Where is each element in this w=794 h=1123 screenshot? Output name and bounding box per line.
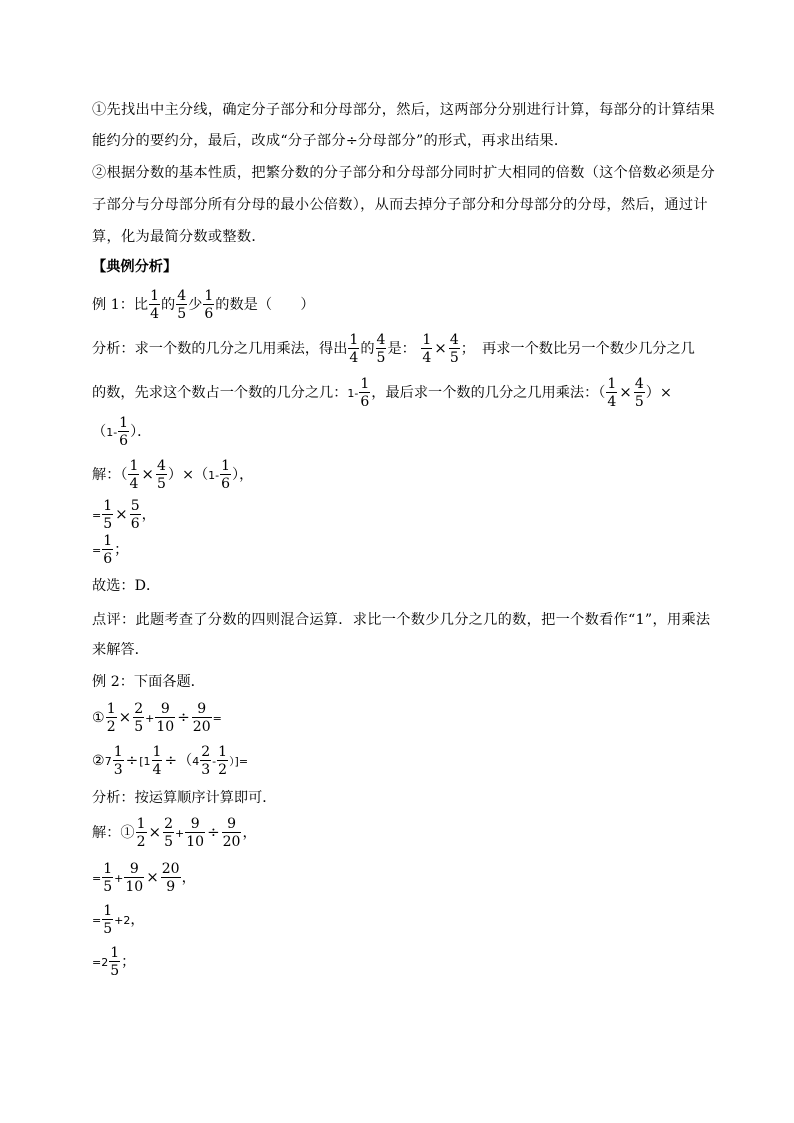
fraction <box>118 416 129 448</box>
solution-text: 解： <box>92 825 121 841</box>
denominator: 5 <box>103 516 113 532</box>
numerator: 1 <box>106 701 116 717</box>
fraction <box>222 817 242 849</box>
example-1-analysis-line-2 <box>92 376 672 408</box>
fraction <box>161 862 181 894</box>
denominator: 4 <box>129 476 139 492</box>
fraction <box>203 289 214 321</box>
circled-number: ② <box>92 753 105 769</box>
numerator: 1 <box>136 816 146 832</box>
denominator: 9 <box>161 877 181 894</box>
numerator: 4 <box>156 458 166 474</box>
numerator: 2 <box>134 701 144 717</box>
fraction <box>348 333 359 365</box>
example-1-solution-line-2 <box>92 498 156 530</box>
example-1-comment-line-2: 来解答． <box>92 642 149 658</box>
denominator: 5 <box>634 394 644 410</box>
denominator: 4 <box>349 350 359 366</box>
comma: ， <box>141 507 156 523</box>
numerator: 2 <box>164 816 174 832</box>
times-sign: × <box>118 708 132 726</box>
fraction <box>421 333 432 365</box>
semicolon: ； <box>114 542 129 558</box>
method-1-line-1: ①先找出中主分线，确定分子部分和分母部分，然后，这两部分分别进行计算，每部分的计算结果 <box>92 102 715 118</box>
denominator: 5 <box>177 306 187 322</box>
fraction <box>217 745 228 777</box>
denominator: 5 <box>156 476 166 492</box>
numerator: 1 <box>103 903 113 919</box>
example-2-solution-line-1 <box>92 816 257 848</box>
denominator: 10 <box>156 719 175 735</box>
plus-sign: + <box>175 827 185 840</box>
denominator: 5 <box>376 350 386 366</box>
section-heading: 【典例分析】 <box>92 259 178 275</box>
numerator: 9 <box>227 816 237 832</box>
example-2-title: 例 2：下面各题． <box>92 674 205 690</box>
equals-sign: = <box>92 544 102 557</box>
denominator: 6 <box>103 551 113 567</box>
analysis-text: ）× <box>645 385 672 401</box>
numerator: 1 <box>103 861 113 877</box>
example-1-comment-line-1: 点评：此题考查了分数的四则混合运算．求比一个数少几分之几的数，把一个数看作“1”，用乘法 <box>92 612 711 628</box>
fraction <box>449 333 460 365</box>
plus-two: +2 <box>114 914 131 927</box>
times-sign: × <box>148 823 162 841</box>
times-sign: × <box>434 339 447 357</box>
divide-sign: ÷ <box>125 751 139 769</box>
times-sign: × <box>115 505 128 523</box>
q-de: 的 <box>161 297 176 313</box>
denominator: 3 <box>113 762 123 778</box>
denominator: 20 <box>192 719 211 735</box>
comma: ， <box>242 825 257 841</box>
divide-sign: ÷ <box>207 823 220 841</box>
numerator: 9 <box>190 816 200 832</box>
numerator: 4 <box>634 376 644 392</box>
numerator: 9 <box>160 701 170 717</box>
whole-number: 1 <box>143 755 151 768</box>
denominator: 5 <box>110 963 120 979</box>
example-1-solution-line-3 <box>92 534 128 566</box>
denominator: 4 <box>422 350 432 366</box>
denominator: 5 <box>103 879 113 895</box>
numerator: 9 <box>197 701 207 717</box>
one-minus: 1- <box>106 426 118 439</box>
fraction <box>192 702 212 734</box>
circled-number: ① <box>92 710 105 726</box>
solution-text: ）×（ <box>167 467 209 483</box>
numerator: 1 <box>422 332 432 348</box>
fraction <box>156 459 167 491</box>
q-prefix: 例 1：比 <box>92 297 149 313</box>
example-1-question <box>92 289 315 321</box>
fraction <box>102 862 113 894</box>
denominator: 5 <box>103 921 113 937</box>
analysis-text: 的数，先求这个数占一个数的几分之几： <box>92 385 348 401</box>
equals-sign: = <box>92 509 102 522</box>
fraction <box>113 745 124 777</box>
example-2-problem-2 <box>92 744 248 776</box>
equals-sign: = <box>212 712 222 725</box>
plus-sign: + <box>145 712 155 725</box>
times-sign: × <box>619 383 632 401</box>
divide-sign: ÷ <box>177 708 190 726</box>
numerator: 1 <box>360 376 370 392</box>
fraction <box>634 377 645 409</box>
paren: （ <box>92 424 107 440</box>
denominator: 20 <box>222 834 241 850</box>
comma: ， <box>130 912 145 928</box>
fraction <box>149 289 160 321</box>
q-suffix: 的数是（ ） <box>215 297 315 313</box>
closing: ）]= <box>229 755 249 768</box>
one-minus: 1- <box>347 387 359 400</box>
numerator: 2 <box>201 744 211 760</box>
numerator: 1 <box>119 415 129 431</box>
fraction <box>200 745 211 777</box>
fraction <box>220 459 231 491</box>
numerator: 20 <box>161 861 180 877</box>
denominator: 10 <box>186 834 205 850</box>
plus-sign: + <box>114 872 124 885</box>
fraction <box>102 499 113 531</box>
solution-text: 解：（ <box>92 467 128 483</box>
numerator: 1 <box>152 744 162 760</box>
denominator: 2 <box>218 762 228 778</box>
paren: ）． <box>130 424 152 440</box>
fraction <box>376 333 387 365</box>
fraction <box>359 377 370 409</box>
circled-number: ① <box>120 825 135 841</box>
fraction <box>152 745 163 777</box>
numerator: 1 <box>221 458 231 474</box>
denominator: 5 <box>134 719 144 735</box>
example-2-solution-line-4 <box>92 946 135 978</box>
one-minus: 1- <box>208 469 220 482</box>
example-2-problem-1 <box>92 701 222 733</box>
method-1-line-2: 能约分的要约分，最后，改成“分子部分÷分母部分”的形式，再求出结果． <box>92 133 569 149</box>
fraction <box>155 702 175 734</box>
denominator: 4 <box>150 306 160 322</box>
numerator: 1 <box>204 288 214 304</box>
fraction <box>102 534 113 566</box>
fraction <box>176 289 187 321</box>
denominator: 2 <box>106 719 116 735</box>
example-1-analysis-line-3 <box>92 416 151 448</box>
denominator: 6 <box>360 394 370 410</box>
fraction <box>128 459 139 491</box>
divide-sign: ÷ <box>164 751 178 769</box>
fraction <box>133 702 144 734</box>
fraction <box>136 817 147 849</box>
example-2-analysis: 分析：按运算顺序计算即可． <box>92 790 277 806</box>
fraction <box>106 702 117 734</box>
denominator: 6 <box>119 433 129 449</box>
example-1-answer: 故选：D． <box>92 578 161 594</box>
example-1-analysis-line-1 <box>92 332 695 364</box>
times-sign: × <box>141 465 154 483</box>
numerator: 4 <box>449 332 459 348</box>
equals-two: =2 <box>92 956 109 969</box>
whole-number: 7 <box>104 755 112 768</box>
fraction <box>163 817 174 849</box>
fraction <box>185 817 205 849</box>
fraction <box>606 377 617 409</box>
q-shao: 少 <box>188 297 203 313</box>
method-2-line-2: 子部分与分母部分所有分母的最小公倍数），从而去掉分子部分和分母部分的分母，然后，通过计 <box>92 197 708 213</box>
numerator: 1 <box>110 945 120 961</box>
denominator: 10 <box>125 879 144 895</box>
numerator: 9 <box>129 861 139 877</box>
denominator: 5 <box>164 834 174 850</box>
numerator: 1 <box>349 332 359 348</box>
denominator: 4 <box>607 394 617 410</box>
paren: （ <box>178 753 193 769</box>
analysis-text: 是： <box>387 341 416 357</box>
method-2-line-3: 算，化为最简分数或整数． <box>92 229 266 245</box>
denominator: 6 <box>221 476 231 492</box>
equals-sign: = <box>92 872 102 885</box>
bracket: [ <box>139 755 144 768</box>
numerator: 1 <box>218 744 228 760</box>
comma: ， <box>181 870 196 886</box>
minus-sign: - <box>212 755 217 768</box>
numerator: 4 <box>177 288 187 304</box>
denominator: 5 <box>449 350 459 366</box>
denominator: 6 <box>204 306 214 322</box>
analysis-text: ，最后求一个数的几分之几用乘法：（ <box>371 385 606 401</box>
fraction <box>102 904 113 936</box>
whole-number: 4 <box>192 755 200 768</box>
example-1-solution-line-1 <box>92 458 253 490</box>
denominator: 6 <box>130 516 140 532</box>
denominator: 3 <box>201 762 211 778</box>
fraction <box>124 862 144 894</box>
denominator: 2 <box>136 834 146 850</box>
fraction <box>130 499 141 531</box>
times-sign: × <box>146 868 159 886</box>
denominator: 4 <box>152 762 162 778</box>
equals-sign: = <box>92 914 102 927</box>
numerator: 1 <box>103 498 113 514</box>
numerator: 1 <box>113 744 123 760</box>
analysis-text: 分析：求一个数的几分之几用乘法，得出 <box>92 341 348 357</box>
semicolon: ； <box>121 954 136 970</box>
numerator: 1 <box>150 288 160 304</box>
fraction <box>109 946 120 978</box>
analysis-text: 的 <box>360 341 375 357</box>
method-2-line-1: ②根据分数的基本性质，把繁分数的分子部分和分母部分同时扩大相同的倍数（这个倍数必须是分 <box>92 165 715 181</box>
numerator: 1 <box>103 533 113 549</box>
numerator: 4 <box>376 332 386 348</box>
numerator: 5 <box>130 498 140 514</box>
example-2-solution-line-2 <box>92 861 196 893</box>
example-2-solution-line-3 <box>92 904 145 936</box>
solution-text: ）， <box>232 467 254 483</box>
numerator: 1 <box>607 376 617 392</box>
analysis-text: ； 再求一个数比另一个数少几分之几 <box>460 341 695 357</box>
numerator: 1 <box>129 458 139 474</box>
